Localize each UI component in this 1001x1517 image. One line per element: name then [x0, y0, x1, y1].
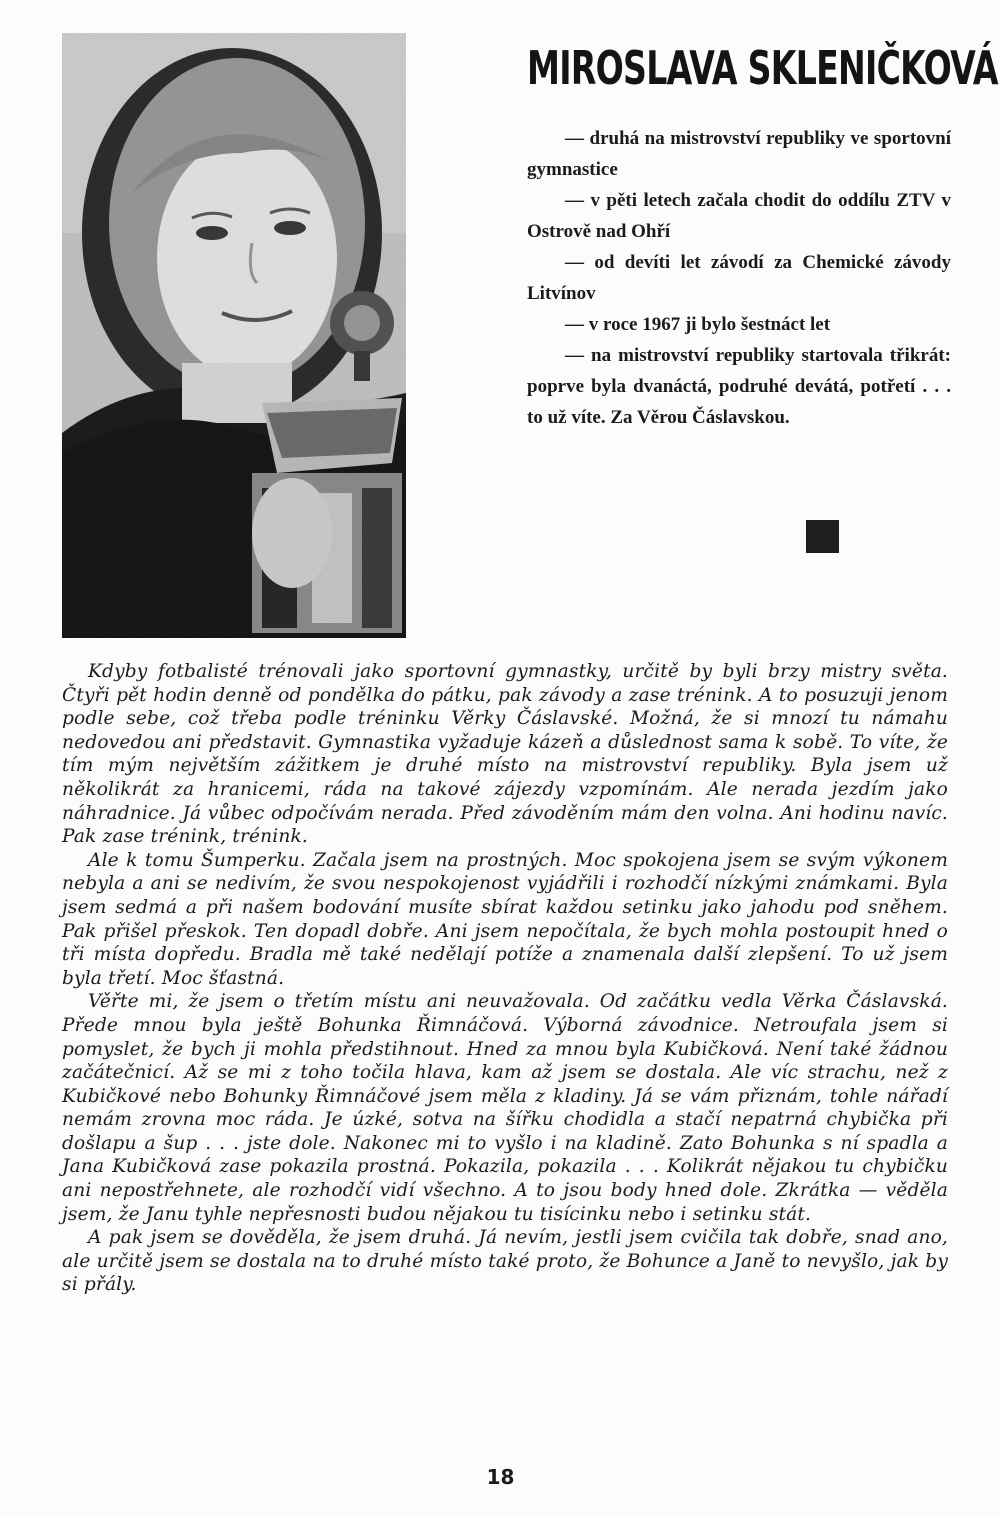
page-number: 18: [486, 1465, 515, 1489]
fact-item: — druhá na mistrovství republiky ve sportovní gymnastice: [527, 128, 951, 180]
fact-item: — v roce 1967 ji bylo šestnáct let: [565, 314, 831, 335]
fact-item: — od devíti let závodí za Chemické závody Litvínov: [527, 252, 951, 304]
portrait-photo: [62, 33, 406, 638]
body-paragraph: Věřte mi, že jsem o třetím místu ani neuvažovala. Od začátku vedla Věrka Čáslavská. Přede mnou byla ještě Bohunka Řimnáčová. Výborná závodnice. Netroufala jsem si pomyslet, že bych ji mohla předstihnout. Hned za mnou byla Kubičková. Není také žádnou začátečnicí. Až se mi z toho točila hlava, kam až jsem se dostala. Ale víc strachu, než z Kubičkové nebo Bohunky Řimnáčové jsem měla z kladiny. Já se vám přiznám, tohle nářadí nemám zrovna moc ráda. Je úzké, sotva na šířku chodidla a stačí nepatrná chybička při došlapu a šup . . . jste dole. Nakonec mi to vyšlo i na kladině. Zato Bohunka s ní spadla a Jana Kubičková zase pokazila prostná. Pokazila, pokazila . . . Kolikrát nějakou tu chybičku ani nepostřehnete, ale rozhodčí vidí všechno. A to jsou body hned dole. Zkrátka — věděla jsem, že Janu tyhle nepřesnosti budou nějakou tu tisícinku nebo i setinku stát.: [62, 991, 948, 1225]
body-paragraph: Ale k tomu Šumperku. Začala jsem na prostných. Moc spokojena jsem se svým výkonem nebyla a ani se nedivím, že svou nespokojenost vyjádřili i rozhodčí nízkými známkami. Byla jsem sedmá a při našem bodování musíte sbírat každou setinku jako jahodu pod sněhem. Pak přišel přeskok. Ten dopadl dobře. Ani jsem nepočítala, že bych mohla postoupit hned o tři místa dopředu. Bradla mě také nedělají potíže a znamenala další zlepšení. To už jsem byla třetí. Moc šťastná.: [62, 849, 948, 989]
article-headline: MIROSLAVA SKLENIČKOVÁ: [527, 41, 998, 95]
body-paragraph: Kdyby fotbalisté trénovali jako sportovní gymnastky, určitě by byli brzy mistry světa. Čtyři pět hodin denně od pondělka do pátku, pak závody a zase trénink. A to posuzuji jenom podle sebe, což třeba podle tréninku Věrky Čáslavské. Možná, že si mnozí tu námahu nedovedou ani představit. Gymnastika vyžaduje kázeň a důslednost sama k sobě. To víte, že tím mým největším zážitkem je druhé místo na mistrovství republiky. Byla jsem už několikrát za hranicemi, ráda na takové zájezdy vzpomínám. Ale nerada jezdím jako náhradnice. Já vůbec odpočívám nerada. Před závoděním mám den volna. Ani hodinu navíc. Pak zase trénink, trénink.: [62, 661, 948, 848]
portrait-photo-image: [62, 33, 406, 638]
end-mark-square: [806, 520, 839, 553]
article-body: [62, 660, 948, 1297]
fact-item: — na mistrovství republiky startovala třikrát: poprve byla dvanáctá, podruhé devátá, potřetí . . . to už víte. Za Věrou Čáslavskou.: [527, 345, 951, 428]
body-paragraph: A pak jsem se dověděla, že jsem druhá. Já nevím, jestli jsem cvičila tak dobře, snad ano, ale určitě jsem se dostala na to druhé místo také proto, že Bohunce a Janě to nevyšlo, jak by si přály.: [62, 1227, 948, 1296]
fact-item: — v pěti letech začala chodit do oddílu ZTV v Ostrově nad Ohří: [527, 190, 951, 242]
facts-list: [527, 123, 951, 433]
